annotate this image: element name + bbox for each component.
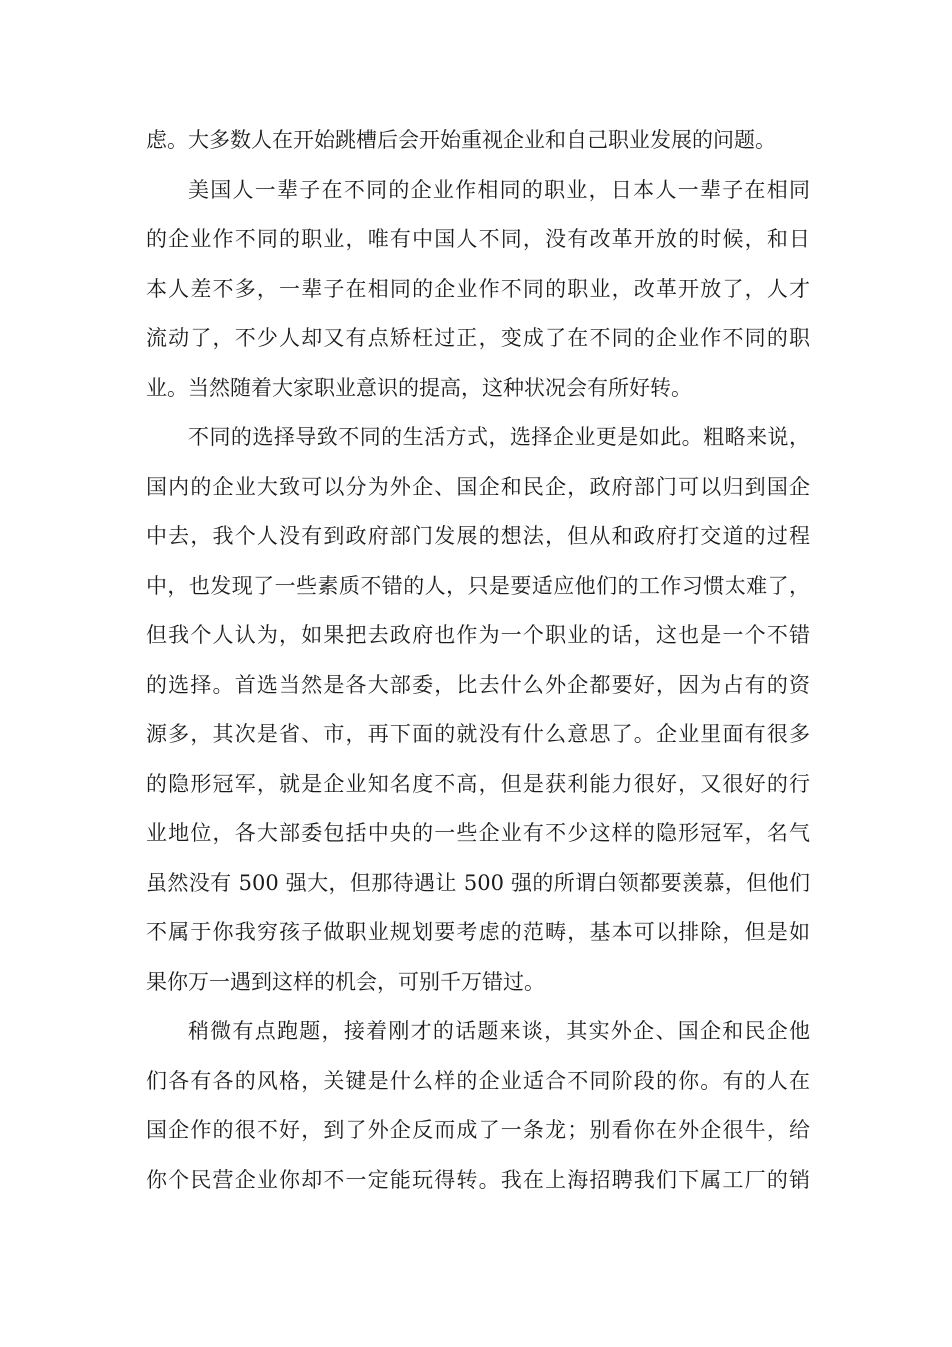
text-line: 业地位，各大部委包括中央的一些企业有不少这样的隐形冠军，名气 (146, 821, 810, 845)
text-line: 业。当然随着大家职业意识的提高，这种状况会有所好转。 (146, 375, 692, 400)
text-line: 国内的企业大致可以分为外企、国企和民企，政府部门可以归到国企 (146, 474, 810, 499)
text-line: 虽然没有 500 强大，但那待遇让 500 强的所谓白领都要羡慕，但他们 (146, 870, 810, 895)
text-line: 的企业作不同的职业，唯有中国人不同，没有改革开放的时候，和日 (146, 227, 810, 251)
paragraph (146, 116, 810, 166)
text-line: 不同的选择导致不同的生活方式，选择企业更是如此。粗略来说， (188, 425, 810, 449)
text-line: 美国人一辈子在不同的企业作相同的职业，日本人一辈子在相同 (188, 177, 810, 202)
text-line: 但我个人认为，如果把去政府也作为一个职业的话，这也是一个不错 (146, 623, 810, 647)
text-line: 的选择。首选当然是各大部委，比去什么外企都要好，因为占有的资 (146, 672, 810, 697)
text-line: 国企作的很不好，到了外企反而成了一条龙；别看你在外企很牛，给 (146, 1118, 810, 1142)
text-line: 你个民营企业你却不一定能玩得转。我在上海招聘我们下属工厂的销 (146, 1167, 810, 1192)
paragraph (146, 166, 810, 414)
document-body (146, 116, 810, 1205)
paragraph (146, 1007, 810, 1205)
text-line: 流动了，不少人却又有点矫枉过正，变成了在不同的企业作不同的职 (146, 326, 810, 350)
text-line: 稍微有点跑题，接着刚才的话题来谈，其实外企、国企和民企他 (188, 1019, 810, 1043)
text-line: 中去，我个人没有到政府部门发展的想法，但从和政府打交道的过程 (146, 524, 810, 548)
text-line: 源多，其次是省、市，再下面的就没有什么意思了。企业里面有很多 (146, 722, 810, 746)
text-line: 不属于你我穷孩子做职业规划要考虑的范畴，基本可以排除，但是如 (146, 920, 810, 944)
text-line: 果你万一遇到这样的机会，可别千万错过。 (146, 969, 545, 994)
paragraph (146, 413, 810, 1007)
text-line: 虑。大多数人在开始跳槽后会开始重视企业和自己职业发展的问题。 (146, 128, 776, 152)
text-line: 的隐形冠军，就是企业知名度不高，但是获利能力很好，又很好的行 (146, 771, 810, 796)
text-line: 本人差不多，一辈子在相同的企业作不同的职业，改革开放了，人才 (146, 276, 810, 301)
text-line: 中，也发现了一些素质不错的人，只是要适应他们的工作习惯太难了， (146, 573, 810, 598)
text-line: 们各有各的风格，关键是什么样的企业适合不同阶段的你。有的人在 (146, 1068, 810, 1093)
